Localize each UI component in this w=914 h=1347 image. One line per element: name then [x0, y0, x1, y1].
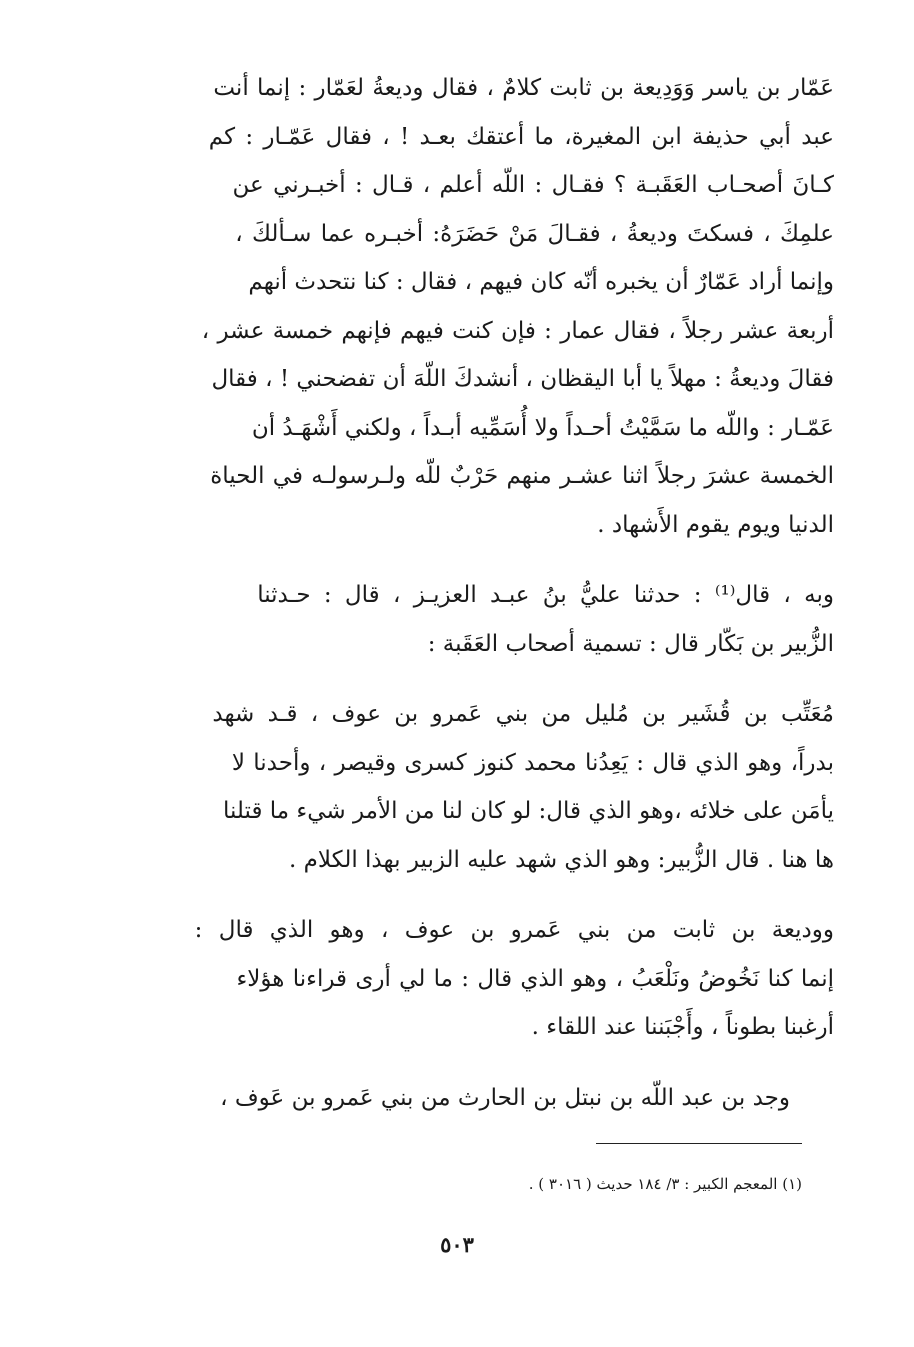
- text-line: ها هنا . قال الزُّبير: وهو الذي شهد عليه الزبير بهذا الكلام .: [289, 846, 834, 873]
- text-line: أربعة عشر رجلاً ، فقال عمار : فإن كنت فيهم فإنهم خمسة عشر ،: [201, 317, 834, 344]
- text-line: مُعَتِّب بن قُشَير بن مُليل من بني عَمرو بن عوف ، قـد شهد: [212, 701, 834, 727]
- text-line: عبد أبي حذيفة ابن المغيرة، ما أعتقك بعـد ! ، فقال عَمّـار : كم: [208, 123, 834, 150]
- text-line: أرغبنا بطوناً ، وأَجْبَننا عند اللقاء .: [531, 1014, 834, 1040]
- text-line: الزُّبير بن بَكّار قال : تسمية أصحاب العَقَبة :: [427, 630, 834, 657]
- text-line: وجد بن عبد اللّه بن نبتل بن الحارث من بني عَمرو بن عَوف ،: [220, 1084, 790, 1111]
- text-line: يأمَن على خلائه ،وهو الذي قال: لو كان لنا من الأمر شيء ما قتلنا: [222, 798, 834, 824]
- footnote-divider: [596, 1143, 802, 1144]
- text-line: كـانَ أصحـاب العَقَبـة ؟ فقـال : اللّه أعلم ، قـال : أخبـرني عن: [232, 172, 834, 198]
- paragraph-1: [84, 64, 834, 549]
- text-line: الدنيا ويوم يقوم الأَشهاد .: [597, 511, 834, 538]
- text-line: وإنما أراد عَمّارٌ أن يخبره أنّه كان فيهم ، فقال : كنا نتحدث أنهم: [248, 269, 834, 295]
- text-line: فقالَ وديعةُ : مهلاً يا أبا اليقظان ، أنشدكَ اللّهَ أن تفضحني ! ، فقال: [211, 366, 834, 392]
- text-line: عَمّـار : واللّه ما سَمَّيْتُ أحـداً ولا أُسَمِّيه أبـداً ، ولكني أَشْهَـدُ أن: [251, 414, 834, 441]
- body-text: [84, 64, 834, 1144]
- paragraph-2: [84, 571, 834, 668]
- text-line: عَمّار بن ياسر وَوَدِيعة بن ثابت كلامٌ ، فقال وديعةُ لعَمّار : إنما أنت: [213, 75, 834, 101]
- text-line: بدراً، وهو الذي قال : يَعِدُنا محمد كنوز كسرى وقيصر ، وأحدنا لا: [231, 749, 834, 776]
- page-number: ٥٠٣: [440, 1232, 474, 1257]
- text-line: ووديعة بن ثابت من بني عَمرو بن عوف ، وهو الذي قال :: [194, 917, 834, 943]
- text-line: علمِكَ ، فسكتَ وديعةُ ، فقـالَ مَنْ حَضَرَهُ: أخبـره عما سـألكَ ،: [235, 220, 834, 247]
- text-line: وبه ، قال⁽¹⁾ : حدثنا عليُّ بنُ عبـد العزيـز ، قال : حـدثنا: [257, 582, 834, 608]
- paragraph-4: [84, 906, 834, 1052]
- paragraph-3: [84, 690, 834, 884]
- text-line: الخمسة عشرَ رجلاً اثنا عشـر منهم حَرْبٌ للّه ولـرسولـه في الحياة: [210, 463, 834, 489]
- footnote: (١) المعجم الكبير : ٣/ ١٨٤ حديث ( ٣٠١٦ ) .: [528, 1175, 802, 1193]
- text-line: إنما كنا نَخُوضُ ونَلْعَبُ ، وهو الذي قال : ما لي أرى قراءنا هؤلاء: [236, 965, 834, 992]
- paragraph-5: [84, 1074, 834, 1123]
